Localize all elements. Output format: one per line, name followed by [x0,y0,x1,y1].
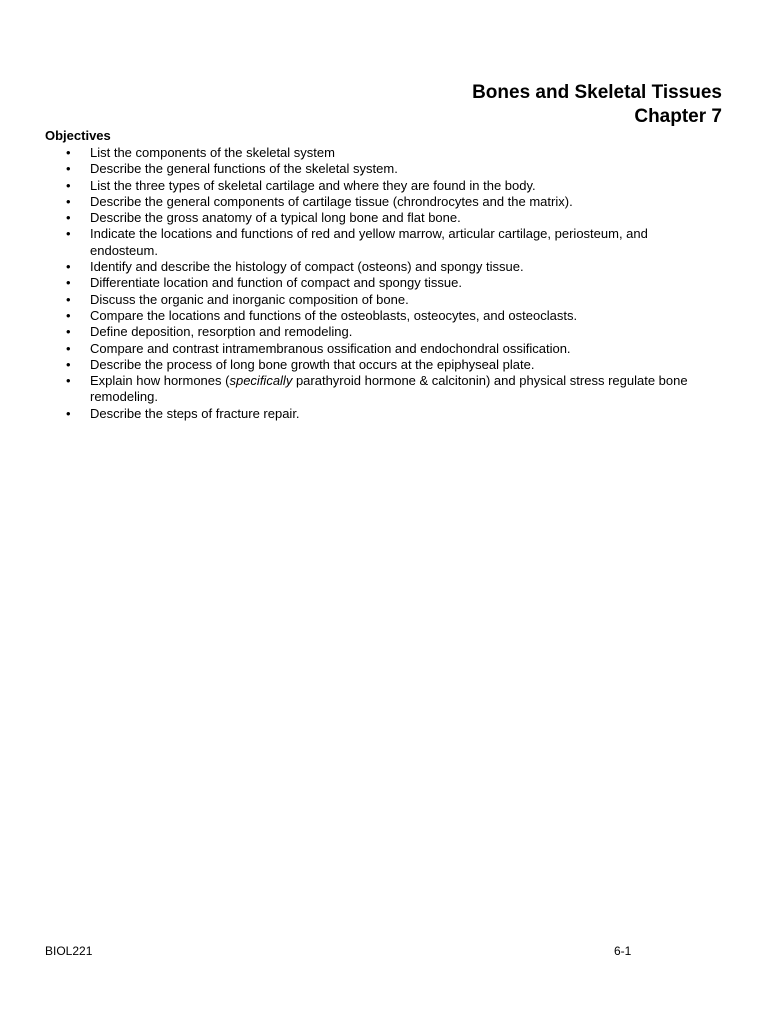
bullet-icon: • [66,193,71,209]
bullet-icon: • [66,405,71,421]
objective-text: Discuss the organic and inorganic composition of bone. [90,291,409,307]
bullet-icon: • [66,210,71,226]
bullet-icon: • [66,275,71,291]
bullet-icon: • [66,161,71,177]
bullet-icon: • [66,373,71,389]
objectives-list [0,145,768,422]
objective-text: Compare the locations and functions of the osteoblasts, osteocytes, and osteoclasts. [90,307,578,323]
bullet-icon: • [66,259,71,275]
objective-item [0,178,768,194]
objective-text: Describe the process of long bone growth that occurs at the epiphyseal plate. [90,356,535,372]
bullet-icon: • [66,324,71,340]
objective-item [0,275,768,291]
objective-text: Describe the general components of cartilage tissue (chrondrocytes and the matrix). [90,193,573,209]
objective-item [0,308,768,324]
title-line-1: Bones and Skeletal Tissues [472,82,722,103]
objective-item [0,161,768,177]
objective-item [0,406,768,422]
objective-text: Identify and describe the histology of compact (osteons) and spongy tissue. [90,259,524,275]
objective-text: Indicate the locations and functions of red and yellow marrow, articular cartilage, periosteum, and endosteum. [90,226,648,258]
bullet-icon: • [66,177,71,193]
objectives-heading: Objectives [45,128,111,143]
objective-emphasis: specifically [229,373,293,389]
objective-item [0,324,768,340]
objective-item [0,226,768,259]
title-line-2: Chapter 7 [634,106,722,127]
objective-text: Define deposition, resorption and remodeling. [90,324,353,340]
objective-item [0,341,768,357]
bullet-icon: • [66,226,71,242]
bullet-icon: • [66,145,71,160]
objective-text: List the three types of skeletal cartilage and where they are found in the body. [90,177,536,193]
objective-text: parathyroid hormone & calcitonin) and physical stress regulate bone remodeling. [90,373,688,405]
bullet-icon: • [66,356,71,372]
objective-item [0,373,768,406]
objective-text: Describe the steps of fracture repair. [90,405,300,421]
document-title [472,81,722,129]
objective-text: Differentiate location and function of compact and spongy tissue. [90,275,462,291]
objective-text: Describe the general functions of the skeletal system. [90,161,398,177]
objective-item [0,210,768,226]
objective-text: Explain how hormones ( [90,373,230,389]
objective-text: List the components of the skeletal system [90,145,335,160]
objective-text: Describe the gross anatomy of a typical long bone and flat bone. [90,210,461,226]
objective-item [0,259,768,275]
objective-text: Compare and contrast intramembranous ossification and endochondral ossification. [90,340,571,356]
footer-course-code: BIOL221 [45,944,93,958]
objective-item [0,357,768,373]
objective-item [0,292,768,308]
bullet-icon: • [66,340,71,356]
bullet-icon: • [66,291,71,307]
footer-page-number: 6-1 [614,944,632,958]
objective-item [0,145,768,161]
bullet-icon: • [66,307,71,323]
objective-item [0,194,768,210]
